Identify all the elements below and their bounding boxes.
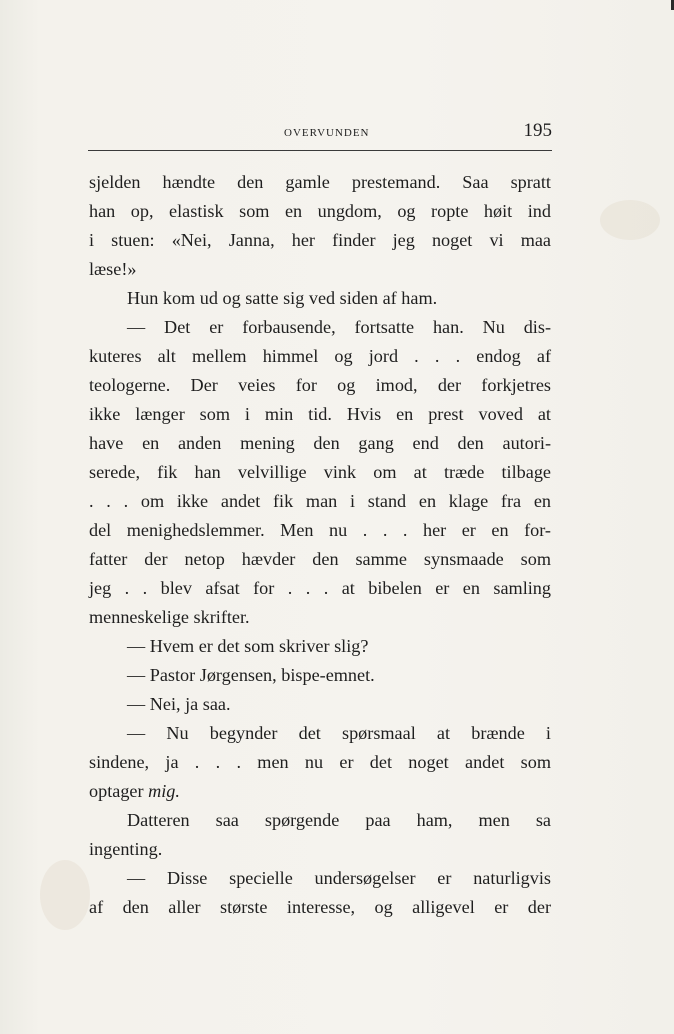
text-line <box>89 226 551 255</box>
text-line <box>89 313 551 342</box>
text-line-content: teologerne. Der veies for og imod, der forkjetres <box>89 375 551 395</box>
text-line <box>89 197 551 226</box>
text-line-content: del menighedslemmer. Men nu . . . her er en for- <box>89 520 551 540</box>
text-line <box>89 400 551 429</box>
text-line-content: jeg . . blev afsat for . . . at bibelen er en samling <box>89 578 551 598</box>
text-line-content: Hun kom ud og satte sig ved siden af ham. <box>127 288 438 308</box>
text-line-content: sindene, ja . . . men nu er det noget andet som <box>89 752 551 772</box>
body-text <box>89 168 551 922</box>
text-line-content: serede, fik han velvillige vink om at træde tilbage <box>89 462 551 482</box>
text-line <box>89 893 551 922</box>
text-line <box>89 661 551 690</box>
text-line <box>89 777 551 806</box>
text-line <box>89 864 551 893</box>
text-line-content: optager <box>89 781 149 801</box>
text-line-content: . . . om ikke andet fik man i stand en klage fra en <box>89 491 551 511</box>
text-line <box>89 458 551 487</box>
text-line <box>89 545 551 574</box>
text-line <box>89 574 551 603</box>
paper-stain <box>600 200 660 240</box>
page-header <box>88 118 552 151</box>
text-line <box>89 371 551 400</box>
text-line-content: ingenting. <box>89 839 163 859</box>
text-line <box>89 806 551 835</box>
text-line-content: Datteren saa spørgende paa ham, men sa <box>127 810 551 830</box>
text-line-content: han op, elastisk som en ungdom, og ropte høit ind <box>89 201 551 221</box>
page-number: 195 <box>523 120 552 141</box>
text-line-content: — Pastor Jørgensen, bispe-emnet. <box>127 665 375 685</box>
text-line <box>89 719 551 748</box>
text-line-content: have en anden mening den gang end den autori- <box>89 433 551 453</box>
text-line-content: fatter der netop hævder den samme synsmaade som <box>89 549 551 569</box>
text-line <box>89 632 551 661</box>
text-line <box>89 255 551 284</box>
text-line-content: — Nu begynder det spørsmaal at brænde i <box>127 723 551 743</box>
text-line-content: menneskelige skrifter. <box>89 607 250 627</box>
text-line-content: i stuen: «Nei, Janna, her finder jeg noget vi maa <box>89 230 551 250</box>
text-line <box>89 516 551 545</box>
text-line-content: — Nei, ja saa. <box>127 694 231 714</box>
text-line-content: ikke længer som i min tid. Hvis en prest voved at <box>89 404 551 424</box>
text-line <box>89 168 551 197</box>
text-line-content: kuteres alt mellem himmel og jord . . . endog af <box>89 346 551 366</box>
text-line <box>89 748 551 777</box>
text-line <box>89 835 551 864</box>
text-line-content: sjelden hændte den gamle prestemand. Saa spratt <box>89 172 551 192</box>
text-line-content: — Hvem er det som skriver slig? <box>127 636 369 656</box>
text-line <box>89 690 551 719</box>
text-line <box>89 487 551 516</box>
running-head: OVERVUNDEN <box>284 127 370 139</box>
emphasis-word: mig. <box>148 781 180 801</box>
text-line-content: læse!» <box>89 259 137 279</box>
text-line-content: af den aller største interesse, og alligevel er der <box>89 897 551 917</box>
text-line <box>89 603 551 632</box>
text-line <box>89 342 551 371</box>
paper-stain <box>40 860 90 930</box>
text-line <box>89 284 551 313</box>
text-line-content: — Disse specielle undersøgelser er naturligvis <box>127 868 551 888</box>
text-line <box>89 429 551 458</box>
text-line-content: — Det er forbausende, fortsatte han. Nu dis- <box>127 317 551 337</box>
